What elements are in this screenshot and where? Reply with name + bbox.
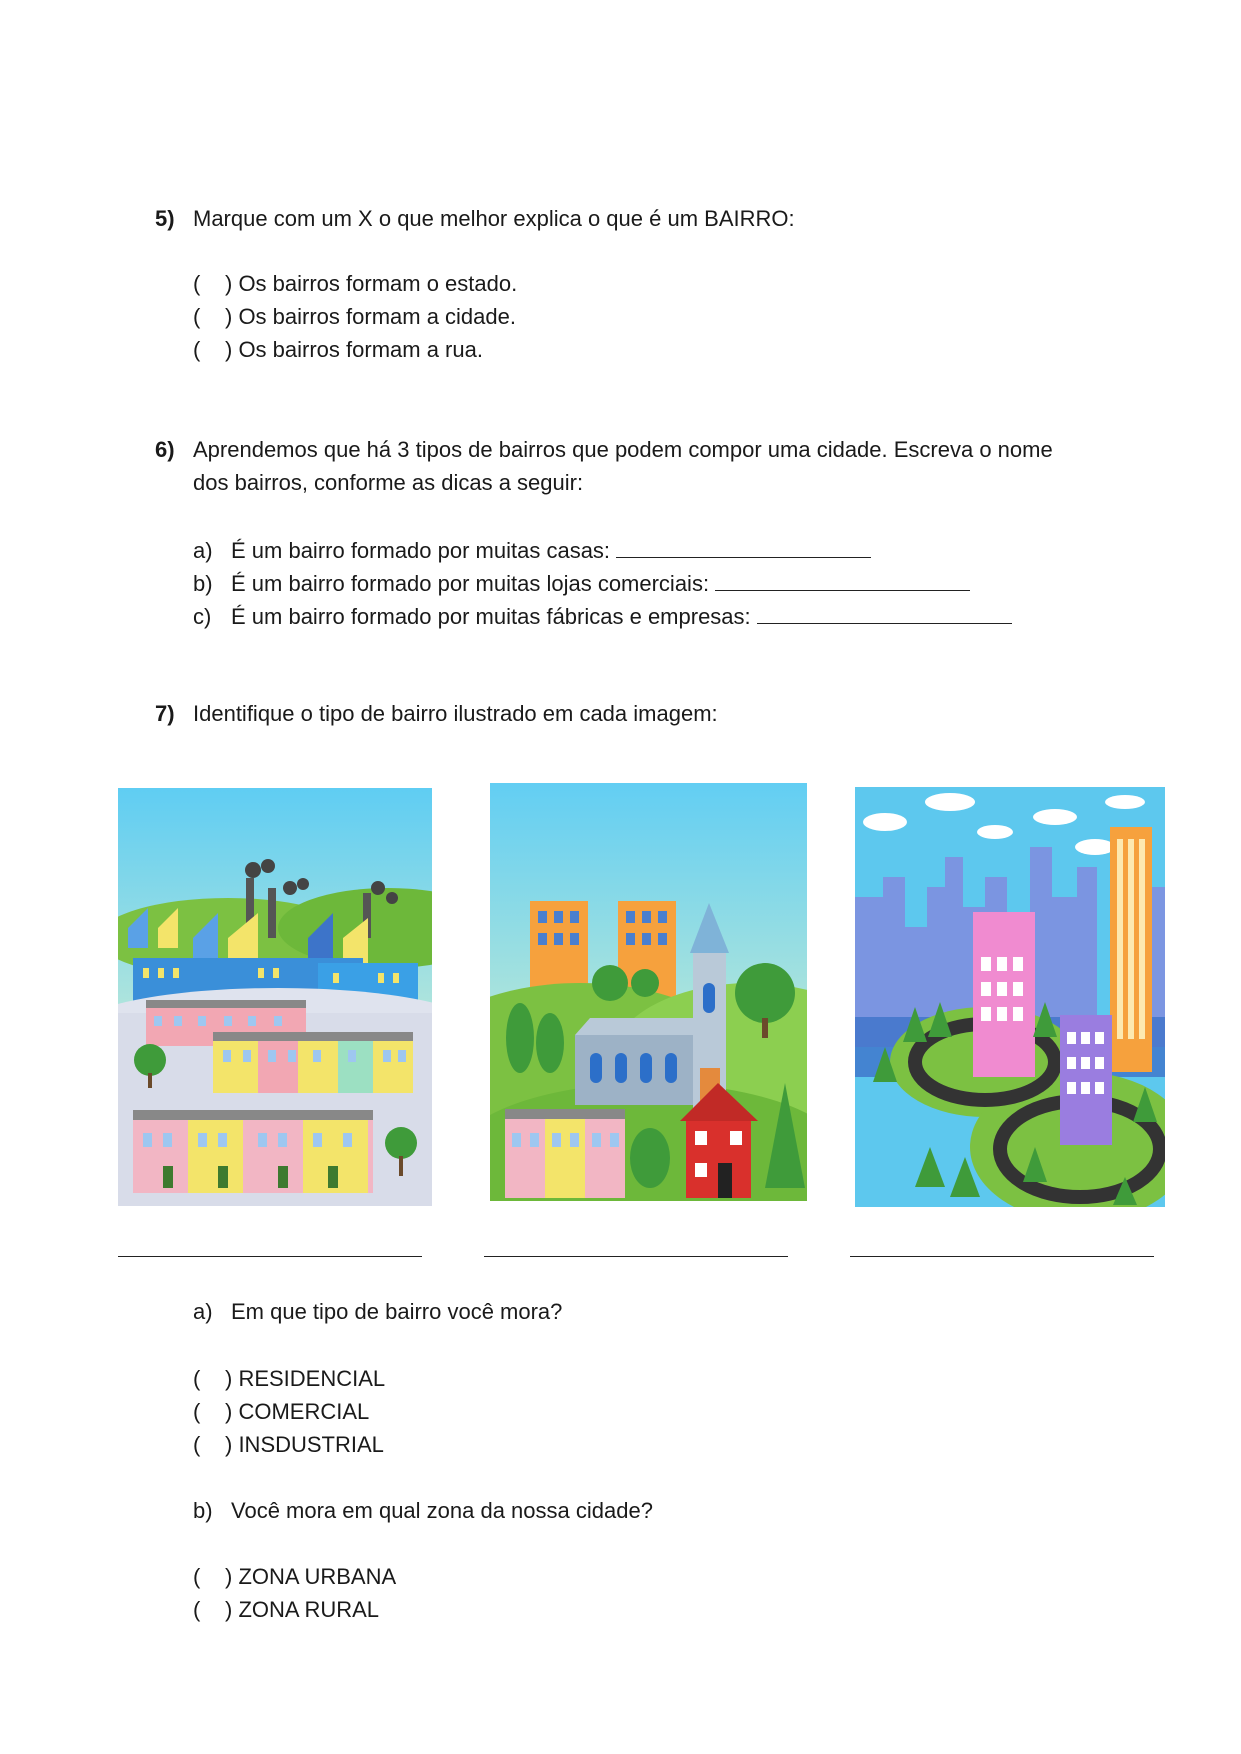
q7-prompt: Identifique o tipo de bairro ilustrado em cada imagem: bbox=[193, 701, 718, 726]
q6-item-a bbox=[193, 535, 871, 565]
option-paren: ( bbox=[193, 1432, 201, 1457]
option-paren: ( bbox=[193, 1564, 201, 1589]
option-text: ) Os bairros formam a rua. bbox=[225, 337, 483, 362]
option-paren: ( bbox=[193, 337, 201, 362]
option-text: ) RESIDENCIAL bbox=[225, 1366, 386, 1391]
q6-prompt-line1: Aprendemos que há 3 tipos de bairros que podem compor uma cidade. Escreva o nome bbox=[193, 437, 1053, 462]
option-paren: ( bbox=[193, 1399, 201, 1424]
option-text: ) INSDUSTRIAL bbox=[225, 1432, 384, 1457]
option-text: ) ZONA RURAL bbox=[225, 1597, 380, 1622]
item-text: É um bairro formado por muitas lojas comerciais: bbox=[231, 571, 710, 596]
item-text: Você mora em qual zona da nossa cidade? bbox=[231, 1498, 653, 1523]
option-text: ) Os bairros formam a cidade. bbox=[225, 304, 516, 329]
q6-item-c bbox=[193, 601, 1012, 631]
modern-city-illustration bbox=[855, 787, 1165, 1207]
option-paren: ( bbox=[193, 1366, 201, 1391]
option-paren: ( bbox=[193, 271, 201, 296]
item-letter: b) bbox=[193, 1498, 213, 1523]
q5-number: 5) bbox=[155, 206, 175, 231]
q7a-question bbox=[193, 1298, 562, 1326]
answer-blank[interactable] bbox=[757, 601, 1012, 624]
q5-option-2[interactable] bbox=[193, 303, 516, 331]
q6-item-b bbox=[193, 568, 970, 598]
q5-option-3[interactable] bbox=[193, 336, 483, 364]
option-text: ) COMERCIAL bbox=[225, 1399, 370, 1424]
q5-prompt: Marque com um X o que melhor explica o que é um BAIRRO: bbox=[193, 206, 795, 231]
q7a-option-residencial[interactable] bbox=[193, 1365, 385, 1393]
q6-number: 6) bbox=[155, 437, 175, 462]
item-text: Em que tipo de bairro você mora? bbox=[231, 1299, 563, 1324]
q7a-option-comercial[interactable] bbox=[193, 1398, 369, 1426]
item-text: É um bairro formado por muitas fábricas e empresas: bbox=[231, 604, 751, 629]
industrial-neighborhood-illustration bbox=[118, 788, 432, 1206]
option-text: ) ZONA URBANA bbox=[225, 1564, 397, 1589]
q7-number: 7) bbox=[155, 701, 175, 726]
item-letter: c) bbox=[193, 604, 212, 629]
item-letter: a) bbox=[193, 538, 213, 563]
answer-line-image-2[interactable] bbox=[484, 1256, 788, 1257]
q7b-option-rural[interactable] bbox=[193, 1596, 379, 1624]
item-letter: b) bbox=[193, 571, 213, 596]
option-paren: ( bbox=[193, 304, 201, 329]
q6-prompt-line2: dos bairros, conforme as dicas a seguir: bbox=[193, 470, 584, 495]
q5-option-1[interactable] bbox=[193, 270, 517, 298]
answer-line-image-3[interactable] bbox=[850, 1256, 1154, 1257]
q7a-option-industrial[interactable] bbox=[193, 1431, 384, 1459]
item-text: É um bairro formado por muitas casas: bbox=[231, 538, 611, 563]
item-letter: a) bbox=[193, 1299, 213, 1324]
commercial-neighborhood-illustration bbox=[490, 783, 807, 1201]
q7b-question bbox=[193, 1497, 653, 1525]
option-paren: ( bbox=[193, 1597, 201, 1622]
answer-blank[interactable] bbox=[715, 568, 970, 591]
option-text: ) Os bairros formam o estado. bbox=[225, 271, 518, 296]
answer-line-image-1[interactable] bbox=[118, 1256, 422, 1257]
answer-blank[interactable] bbox=[616, 535, 871, 558]
q7b-option-urbana[interactable] bbox=[193, 1563, 396, 1591]
